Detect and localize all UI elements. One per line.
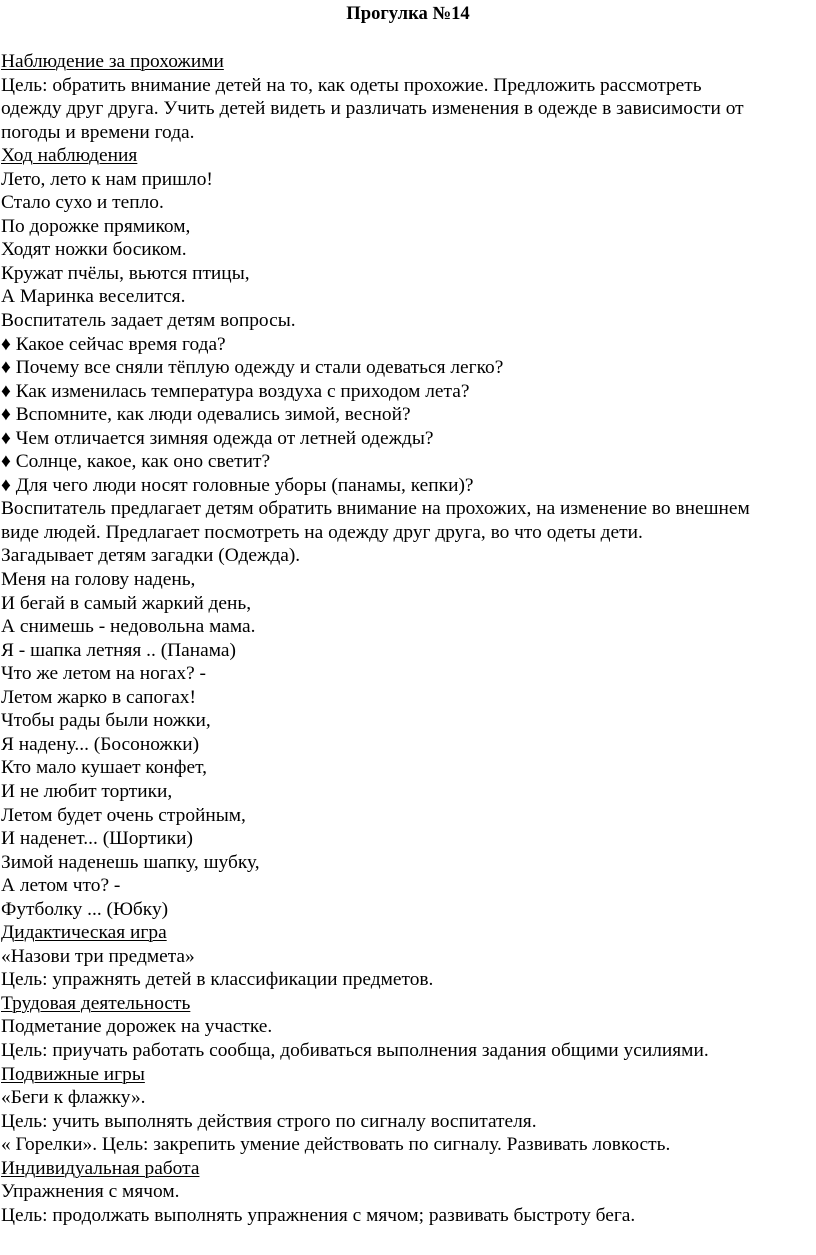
text-line-content: погоды и времени года. xyxy=(1,121,195,143)
section-heading xyxy=(1,50,813,74)
text-line xyxy=(1,1133,813,1157)
text-line xyxy=(1,403,813,427)
text-line-content: Подметание дорожек на участке. xyxy=(1,1016,273,1038)
text-line-content: А снимешь - недовольна мама. xyxy=(1,616,256,638)
section-heading-text: Индивидуальная работа xyxy=(1,1157,200,1179)
section-heading-text: Дидактическая игра xyxy=(1,922,167,944)
text-line-content: Лето, лето к нам пришло! xyxy=(1,168,213,190)
text-line-content: Чтобы рады были ножки, xyxy=(1,710,211,732)
text-line xyxy=(1,686,813,710)
text-line xyxy=(1,521,813,545)
text-line-content: одежду друг друга. Учить детей видеть и различать изменения в одежде в зависимости от xyxy=(1,98,744,120)
text-line xyxy=(1,215,813,239)
section-heading-text: Трудовая деятельность xyxy=(1,992,191,1014)
text-line xyxy=(1,592,813,616)
page-title: Прогулка №14 xyxy=(346,3,470,24)
text-line-content: Цель: приучать работать сообща, добиваться выполнения задания общими усилиями. xyxy=(1,1039,709,1061)
text-line xyxy=(1,968,813,992)
text-line-content: ♦ Для чего люди носят головные уборы (панамы, кепки)? xyxy=(1,474,474,496)
text-line-content: Летом будет очень стройным, xyxy=(1,804,246,826)
section-heading xyxy=(1,144,813,168)
text-line xyxy=(1,168,813,192)
text-line xyxy=(1,474,813,498)
text-line-content: Летом жарко в сапогах! xyxy=(1,686,196,708)
text-line-content: Воспитатель задает детям вопросы. xyxy=(1,310,296,332)
text-line xyxy=(1,262,813,286)
text-line-content: Зимой наденешь шапку, шубку, xyxy=(1,851,260,873)
text-line-content: И не любит тортики, xyxy=(1,780,173,802)
text-line xyxy=(1,898,813,922)
text-line-content: «Беги к флажку». xyxy=(1,1087,146,1109)
text-line xyxy=(1,733,813,757)
document-body xyxy=(1,50,813,1227)
text-line xyxy=(1,945,813,969)
text-line-content: ♦ Почему все сняли тёплую одежду и стали одеваться легко? xyxy=(1,357,504,379)
text-line-content: Меня на голову надень, xyxy=(1,569,196,591)
text-line xyxy=(1,756,813,780)
text-line-content: Что же летом на ногах? - xyxy=(1,663,206,685)
text-line xyxy=(1,544,813,568)
text-line xyxy=(1,191,813,215)
text-line xyxy=(1,1204,813,1228)
text-line-content: Стало сухо и тепло. xyxy=(1,192,164,214)
text-line xyxy=(1,780,813,804)
text-line-content: Футболку ... (Юбку) xyxy=(1,898,169,920)
text-line xyxy=(1,851,813,875)
section-heading xyxy=(1,921,813,945)
text-line-content: Упражнения с мячом. xyxy=(1,1181,180,1203)
text-line xyxy=(1,450,813,474)
text-line xyxy=(1,285,813,309)
text-line-content: ♦ Солнце, какое, как оно светит? xyxy=(1,451,271,473)
text-line xyxy=(1,1110,813,1134)
text-line-content: ♦ Как изменилась температура воздуха с приходом лета? xyxy=(1,380,470,402)
text-line-content: Я надену... (Босоножки) xyxy=(1,733,200,755)
text-line-content: Кружат пчёлы, вьются птицы, xyxy=(1,262,250,284)
text-line-content: « Горелки». Цель: закрепить умение действовать по сигналу. Развивать ловкость. xyxy=(1,1134,671,1156)
text-line-content: Ходят ножки босиком. xyxy=(1,239,187,261)
text-line-content: ♦ Какое сейчас время года? xyxy=(1,333,226,355)
text-line-content: «Назови три предмета» xyxy=(1,945,195,967)
text-line-content: Цель: упражнять детей в классификации предметов. xyxy=(1,969,434,991)
text-line xyxy=(1,568,813,592)
text-line-content: ♦ Вспомните, как люди одевались зимой, весной? xyxy=(1,404,411,426)
text-line xyxy=(1,427,813,451)
text-line-content: ♦ Чем отличается зимняя одежда от летней одежды? xyxy=(1,427,434,449)
text-line-content: Цель: учить выполнять действия строго по сигналу воспитателя. xyxy=(1,1110,537,1132)
section-heading-text: Наблюдение за прохожими xyxy=(1,51,224,72)
text-line xyxy=(1,497,813,521)
text-line xyxy=(1,74,813,98)
text-line-content: По дорожке прямиком, xyxy=(1,215,191,237)
text-line xyxy=(1,380,813,404)
text-line xyxy=(1,1015,813,1039)
text-line xyxy=(1,827,813,851)
text-line xyxy=(1,1086,813,1110)
text-line-content: И наденет... (Шортики) xyxy=(1,828,193,850)
text-line-content: Цель: продолжать выполнять упражнения с мячом; развивать быстроту бега. xyxy=(1,1204,636,1226)
text-line-content: Воспитатель предлагает детям обратить внимание на прохожих, на изменение во внешнем xyxy=(1,498,750,520)
text-line xyxy=(1,97,813,121)
text-line-content: А летом что? - xyxy=(1,875,121,897)
section-heading-text: Подвижные игры xyxy=(1,1063,145,1085)
text-line xyxy=(1,238,813,262)
text-line xyxy=(1,662,813,686)
text-line-content: Я - шапка летняя .. (Панама) xyxy=(1,639,236,661)
text-line xyxy=(1,356,813,380)
text-line-content: И бегай в самый жаркий день, xyxy=(1,592,252,614)
text-line-content: Загадывает детям загадки (Одежда). xyxy=(1,545,301,567)
section-heading xyxy=(1,1157,813,1181)
text-line xyxy=(1,874,813,898)
text-line xyxy=(1,804,813,828)
text-line xyxy=(1,709,813,733)
section-heading-text: Ход наблюдения xyxy=(1,145,138,167)
text-line xyxy=(1,121,813,145)
section-heading xyxy=(1,1063,813,1087)
text-line-content: виде людей. Предлагает посмотреть на одежду друг друга, во что одеты дети. xyxy=(1,521,643,543)
text-line xyxy=(1,333,813,357)
text-line xyxy=(1,615,813,639)
text-line xyxy=(1,639,813,663)
text-line xyxy=(1,1039,813,1063)
text-line-content: Цель: обратить внимание детей на то, как одеты прохожие. Предложить рассмотреть xyxy=(1,74,702,96)
text-line xyxy=(1,309,813,333)
text-line xyxy=(1,1180,813,1204)
text-line-content: А Маринка веселится. xyxy=(1,286,186,308)
text-line-content: Кто мало кушает конфет, xyxy=(1,757,207,779)
section-heading xyxy=(1,992,813,1016)
